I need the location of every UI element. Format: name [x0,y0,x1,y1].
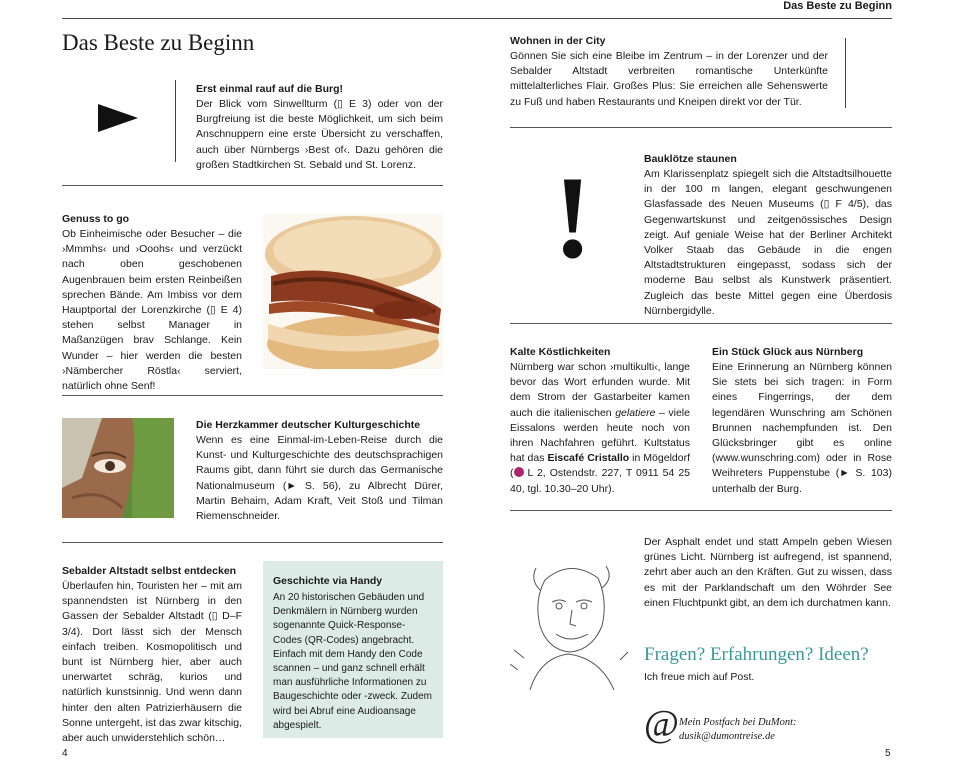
page-title: Das Beste zu Beginn [62,30,255,55]
wohnen-section [510,34,828,110]
handy-heading: Geschichte via Handy [273,575,383,587]
email-link[interactable]: dusik@dumontreise.de [679,731,775,742]
author-portrait-sketch [510,540,630,690]
divider [510,510,892,511]
kalte-text-part: Nürnberg war schon ›multikulti‹, lange bevor das Wort erfunden wurde. Mit dem Strom der Gastarbeiter kamen auch die italienischen [510,361,690,419]
bauklotz-heading: Bauklötze staunen [644,153,737,165]
kalte-text [510,360,690,497]
page-number-left: 4 [62,748,68,759]
wohnen-text: Gönnen Sie sich eine Bleibe im Zentrum – in der Lorenzer und der Sebalder Altstadt verbreiten romantische Unterkünfte mittelalterliches Flair. Großes Plus: Sie erreichen alle Sehenswerte zu Fuß und haben Restaurants und Kneipen direkt vor der Tür. [510,50,828,108]
burg-heading: Erst einmal rauf auf die Burg! [196,83,344,95]
kalte-text-bold: Eiscafé Cristallo [547,452,630,465]
herzkammer-heading: Die Herzkammer deutscher Kulturgeschichte [196,419,421,431]
sebald-section [62,564,242,746]
glueck-heading: Ein Stück Glück aus Nürnberg [712,346,864,358]
sebald-text: Überlaufen hin, Touristen her – mit am spannendsten ist Nürnberg in den Gassen der Sebalder Altstadt (▯ D–F 3/4). Dort lässt sich der Mensch einfach treiben. Kosmopolitisch und bunt ist Nürnberg hier, aber auch unerwartet schräg, kurios und natürlich kunstsinnig. Und wenn dann hinter den alten Patrizierhäusern die Sonne untergeht, ist das zwar kitschig, aber auch unwiderstehlich schön… [62,580,242,745]
sebald-heading: Sebalder Altstadt selbst entdecken [62,565,237,577]
bauklotz-section [644,152,892,319]
genuss-section [62,212,242,394]
author-text: Der Asphalt endet und statt Ampeln geben Wiesen grünes Licht. Nürnberg ist aufregend, ist spannend, zehrt aber auch an den Kräften. Gut zu wissen, dass es mit der Parklandschaft um den Wöhrder See einen Fluchtpunkt gibt, an dem ich durchatmen kann. [644,536,892,609]
header-rule [62,18,892,19]
mailbox-block [679,716,797,744]
glueck-section [712,345,892,497]
kalte-section [510,345,690,497]
herzkammer-section [196,418,443,524]
question-heading: Fragen? Erfahrungen? Ideen? [644,644,869,665]
mailbox-label: Mein Postfach bei DuMont: [679,717,797,728]
at-symbol-icon: @ [644,703,679,745]
reply-text: Ich freue mich auf Post. [644,671,755,683]
kalte-text-part: L 2, Ostendstr. 227, T 0911 54 25 40, tgl. 10.30–20 Uhr). [510,467,690,495]
divider [510,127,892,128]
divider [62,542,443,543]
play-arrow-icon [98,104,138,132]
page-number-right: 5 [885,748,891,759]
duerer-painting [62,418,174,518]
wohnen-heading: Wohnen in der City [510,35,606,47]
bauklotz-text: Am Klarissenplatz spiegelt sich die Altstadtsilhouette in der 100 m langen, elegant geschwungenen Glasfassade des Neuen Museums (▯ F 4/5), das Gegenwartskunst und zeitgenössisches Design zeigt. Auf geniale Weise hat der Berliner Architekt Volker Staab das Gebäude in die engen Altstadtstrukturen eingepasst, sodass sich der moderne Bau selbst als Kunstwerk präsentiert. Zugleich das beste Mittel gegen eine Überdosis Nürnbergidylle. [644,168,892,317]
burg-section [196,82,443,173]
divider-vertical [845,38,846,108]
kalte-text-part: – viele Eissalons werden heute noch von ihren Nachfahren geführt. Kultstatus hat das [510,406,690,465]
genuss-text: Ob Einheimische oder Besucher – die ›Mmmhs‹ und ›Ooohs‹ und verzückt nach oben geschobenen Augenbrauen beim ersten Reinbeißen sprechen Bände. Am Imbiss vor dem Hauptportal der Lorenzkirche (▯ E 4) stehen selbst Manager in Maßanzügen brav Schlange. Kein Wunder – hier werden die besten ›Nämbercher Röstla‹ serviert, natürlich ohne Senf! [62,228,242,393]
genuss-heading: Genuss to go [62,213,130,225]
handy-infobox [263,561,443,738]
herzkammer-text: Wenn es eine Einmal-im-Leben-Reise durch die Kunst- und Kulturgeschichte des deutschsprachigen Raums gibt, dann führt sie durch das Germanische Nationalmuseum (► S. 56), zu Albrecht Dürer, Martin Behaim, Adam Kraft, Veit Stoß und Tilman Riemenschneider. [196,434,443,523]
divider [62,185,443,186]
author-section [644,535,892,611]
bratwurst-photo [263,214,443,369]
map-pin-icon [514,467,524,477]
handy-text: An 20 historischen Gebäuden und Denkmälern in Nürnberg wurden sogenannte Quick-Response-Codes (QR-Codes) angebracht. Einfach mit dem Handy den Code scannen – und ganz schnell erhält man ausführliche Informationen zu Baugeschichte oder -zweck. Zudem wird bei Abruf eine Audioansage abgespielt. [273,592,432,731]
kalte-text-italic: gelatiere [615,406,656,419]
running-head: Das Beste zu Beginn [783,0,892,12]
glueck-text: Eine Erinnerung an Nürnberg können Sie stets bei sich tragen: in Form eines Fingerrings, der dem legendären Wunschring am Schönen Brunnen nachempfunden ist. Den Glücksbringer gibt es online (www.wunschring.com) oder in Rose Weihreters Puppenstube (► S. 103) unterhalb der Burg. [712,361,892,495]
kalte-heading: Kalte Köstlichkeiten [510,346,611,358]
exclamation-icon: ! [553,152,593,283]
divider-vertical [175,80,176,162]
burg-text: Der Blick vom Sinwellturm (▯ E 3) oder von der Burgfreiung ist die beste Möglichkeit, um sich beim Anschnuppern eine erste Übersicht zu verschaffen, auch über Nürnbergs ›Best of‹. Dazu gehören die großen Stadtkirchen St. Sebald und St. Lorenz. [196,98,443,171]
kalte-text-part: in Mögeldorf ( [510,452,690,480]
divider [510,323,892,324]
divider [62,395,443,396]
